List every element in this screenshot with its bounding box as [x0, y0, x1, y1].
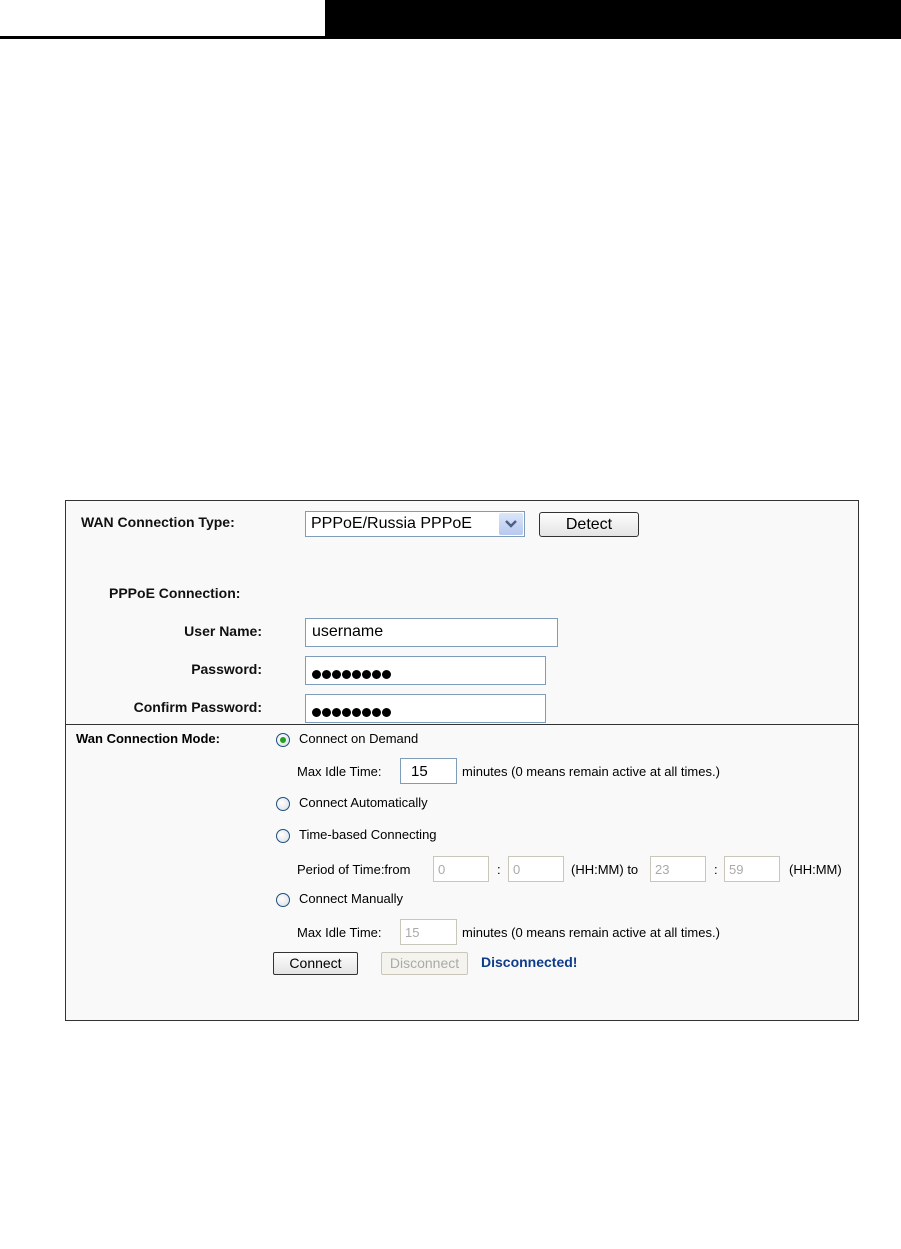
- header-right: [325, 0, 901, 39]
- connect-on-demand-label: Connect on Demand: [299, 731, 419, 746]
- max-idle-time-value: 15: [411, 763, 428, 780]
- username-input[interactable]: [305, 618, 558, 647]
- username-value: username: [312, 623, 384, 640]
- minutes-note-manual: minutes (0 means remain active at all times.): [462, 925, 720, 940]
- radio-selected-dot: [280, 737, 286, 743]
- connect-manually-label: Connect Manually: [299, 891, 404, 906]
- time-colon: :: [714, 862, 718, 877]
- confirm-password-mask: [312, 704, 392, 722]
- wan-connection-type-select[interactable]: [305, 511, 525, 537]
- connect-automatically-label: Connect Automatically: [299, 795, 428, 810]
- connect-automatically-radio[interactable]: [276, 797, 290, 811]
- header-bar: [0, 0, 901, 40]
- time-colon: :: [497, 862, 501, 877]
- password-mask: [312, 666, 392, 684]
- password-input[interactable]: [305, 656, 546, 685]
- from-hour-value: 0: [438, 862, 446, 877]
- connect-manually-radio[interactable]: [276, 893, 290, 907]
- time-based-connecting-label: Time-based Connecting: [299, 827, 437, 842]
- connect-button[interactable]: Connect: [273, 952, 358, 975]
- period-of-time-label: Period of Time:from: [297, 862, 411, 877]
- username-label: User Name:: [184, 623, 262, 639]
- confirm-password-label: Confirm Password:: [133, 699, 262, 715]
- detect-button[interactable]: Detect: [539, 512, 639, 537]
- pppoe-connection-heading: PPPoE Connection:: [109, 585, 241, 601]
- wan-connection-type-value: PPPoE/Russia PPPoE: [311, 515, 472, 532]
- disconnect-button[interactable]: Disconnect: [381, 952, 468, 975]
- minutes-note: minutes (0 means remain active at all times.): [462, 764, 720, 779]
- connection-status: Disconnected!: [481, 954, 578, 970]
- to-hour-input[interactable]: [650, 856, 706, 882]
- pppoe-settings-panel: [65, 500, 859, 740]
- from-minute-input[interactable]: [508, 856, 564, 882]
- wan-connection-type-label: WAN Connection Type:: [81, 514, 235, 530]
- max-idle-time-manual-input[interactable]: [400, 919, 457, 945]
- chevron-down-icon[interactable]: [499, 513, 523, 535]
- wan-connection-mode-panel: [65, 724, 859, 1021]
- max-idle-time-input[interactable]: [400, 758, 457, 784]
- to-minute-value: 59: [729, 862, 744, 877]
- max-idle-time-label: Max Idle Time:: [297, 764, 382, 779]
- max-idle-time-manual-value: 15: [405, 925, 420, 940]
- connect-on-demand-radio[interactable]: [276, 733, 290, 747]
- hhmm-label: (HH:MM): [789, 862, 842, 877]
- header-left: [0, 0, 325, 39]
- time-based-connecting-radio[interactable]: [276, 829, 290, 843]
- to-hour-value: 23: [655, 862, 670, 877]
- to-minute-input[interactable]: [724, 856, 780, 882]
- from-hour-input[interactable]: [433, 856, 489, 882]
- password-label: Password:: [191, 661, 262, 677]
- wan-connection-mode-title: Wan Connection Mode:: [76, 731, 220, 746]
- max-idle-time-label-manual: Max Idle Time:: [297, 925, 382, 940]
- hhmm-to-label: (HH:MM) to: [571, 862, 639, 877]
- from-minute-value: 0: [513, 862, 521, 877]
- confirm-password-input[interactable]: [305, 694, 546, 723]
